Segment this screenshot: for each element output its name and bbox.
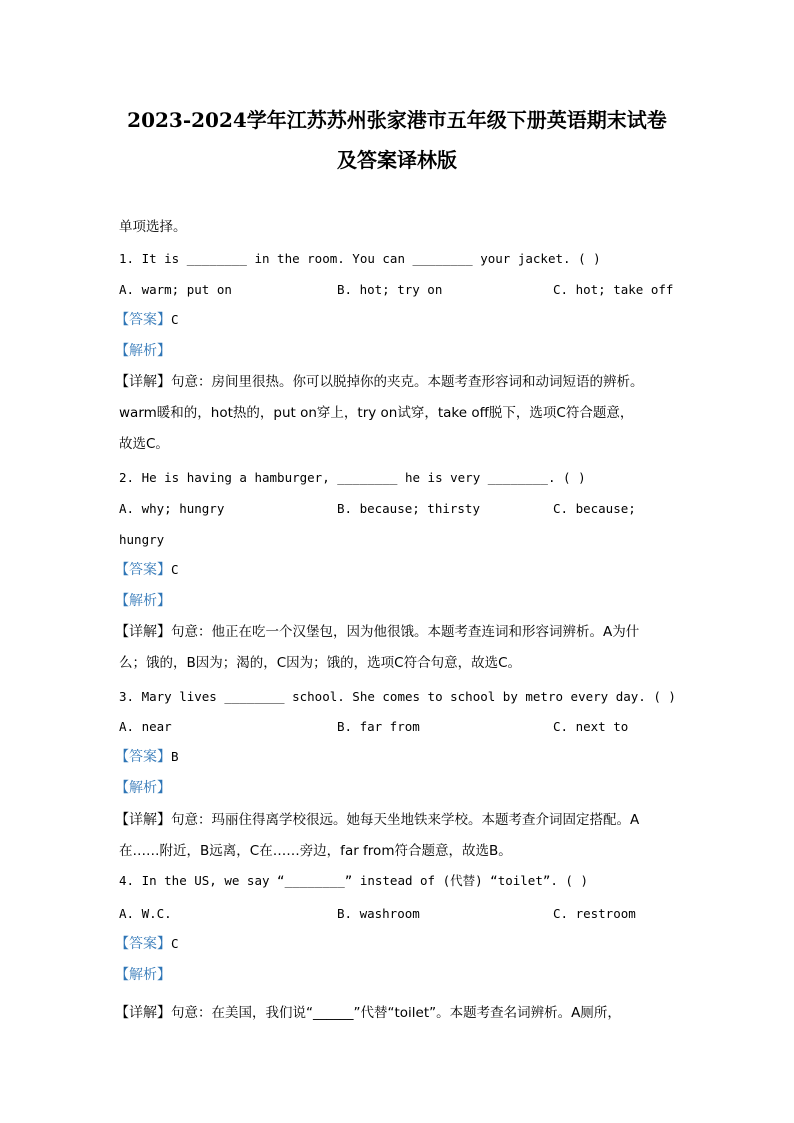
question-1-answer (115, 311, 179, 329)
detail-text: 句意：房间里很热。你可以脱掉你的夹克。本题考查形容词和动词短语的辨析。 (171, 374, 644, 390)
question-1-detail-2: warm暖和的，hot热的，put on穿上，try on试穿，take off脱下，选项C符合题意， (119, 405, 634, 421)
detail-label: 【详解】 (115, 812, 171, 828)
question-3-detail-1 (115, 811, 639, 829)
question-3-option-a: A. near (119, 719, 172, 734)
detail-label: 【详解】 (115, 624, 171, 640)
detail-label: 【详解】 (115, 374, 171, 390)
question-1-option-b: B. hot; try on (337, 282, 443, 297)
question-1-analysis-label: 【解析】 (115, 343, 171, 359)
question-2-option-b: B. because; thirsty (337, 501, 480, 516)
answer-label: 【答案】 (115, 562, 171, 578)
detail-text: 句意：他正在吃一个汉堡包，因为他很饿。本题考查连词和形容词辨析。A为什 (171, 624, 640, 640)
question-4-answer (115, 935, 179, 953)
answer-value: B (171, 749, 179, 764)
question-2-answer (115, 561, 179, 579)
question-3-option-b: B. far from (337, 719, 420, 734)
question-3-analysis-label: 【解析】 (115, 780, 171, 796)
question-2-option-a: A. why; hungry (119, 501, 225, 516)
question-4-option-a: A. W.C. (119, 906, 172, 921)
question-1-option-c: C. hot; take off (553, 282, 674, 297)
question-2-detail-2: 么；饿的，B因为；渴的，C因为；饿的，选项C符合句意，故选C。 (119, 655, 522, 671)
answer-value: C (171, 562, 179, 577)
question-1-detail-3: 故选C。 (119, 436, 169, 452)
question-4-option-b: B. washroom (337, 906, 420, 921)
answer-value: C (171, 936, 179, 951)
question-1-option-a: A. warm; put on (119, 282, 232, 297)
question-3-detail-2: 在……附近，B远离，C在……旁边，far from符合题意，故选B。 (119, 843, 512, 859)
detail-label: 【详解】 (115, 1005, 171, 1021)
detail-text: 句意：玛丽住得离学校很远。她每天坐地铁来学校。本题考查介词固定搭配。A (171, 812, 640, 828)
detail-text: 句意：在美国，我们说“______”代替“toilet”。本题考查名词辨析。A厕所， (171, 1005, 621, 1021)
question-3-answer (115, 748, 179, 766)
document-title-line2: 及答案译林版 (337, 148, 457, 172)
question-3-option-c: C. next to (553, 719, 629, 734)
document-title-line1: 2023-2024学年江苏苏州张家港市五年级下册英语期末试卷 (127, 108, 667, 132)
section-heading: 单项选择。 (119, 219, 187, 235)
question-3-stem: 3. Mary lives ________ school. She comes to school by metro every day. ( ) (119, 689, 676, 704)
question-4-detail-1 (115, 1004, 621, 1022)
question-4-stem: 4. In the US, we say “________” instead of (代替) “toilet”. ( ) (119, 873, 589, 888)
question-2-detail-1 (115, 623, 639, 641)
answer-label: 【答案】 (115, 936, 171, 952)
answer-label: 【答案】 (115, 312, 171, 328)
question-1-stem: 1. It is ________ in the room. You can ________ your jacket. ( ) (119, 251, 601, 266)
question-4-analysis-label: 【解析】 (115, 967, 171, 983)
question-4-option-c: C. restroom (553, 906, 636, 921)
question-1-detail-1 (115, 373, 644, 391)
question-2-option-c-wrap: hungry (119, 532, 165, 547)
answer-label: 【答案】 (115, 749, 171, 765)
answer-value: C (171, 312, 179, 327)
question-2-option-c: C. because; (553, 501, 636, 516)
question-2-analysis-label: 【解析】 (115, 593, 171, 609)
question-2-stem: 2. He is having a hamburger, ________ he is very ________. ( ) (119, 470, 586, 485)
